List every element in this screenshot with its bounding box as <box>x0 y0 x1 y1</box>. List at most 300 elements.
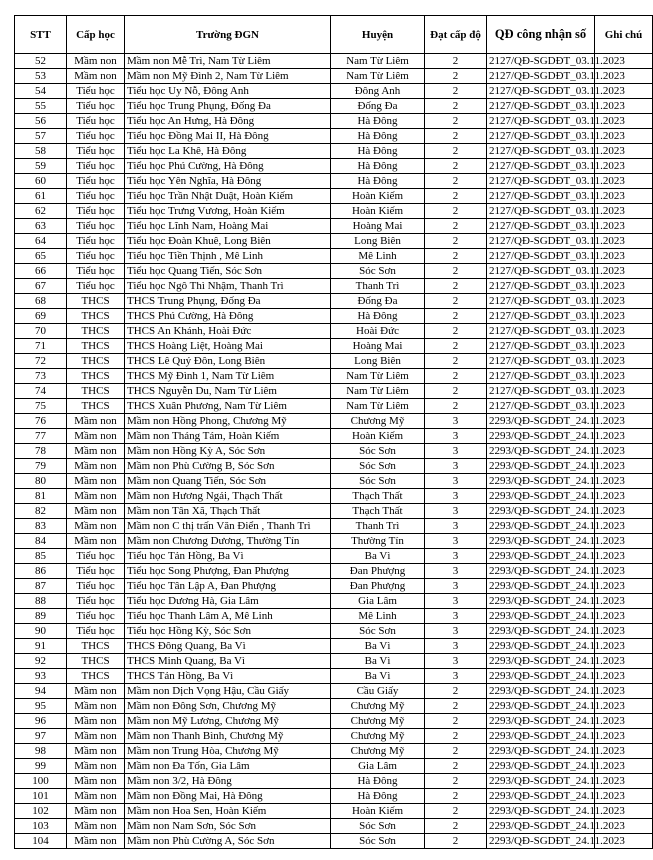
cell-dat-cap-do: 2 <box>425 399 487 414</box>
cell-dat-cap-do: 2 <box>425 789 487 804</box>
cell-huyen: Chương Mỹ <box>331 729 425 744</box>
table-row <box>15 204 653 219</box>
cell-stt: 77 <box>15 429 67 444</box>
cell-cap-hoc: THCS <box>67 324 125 339</box>
header-cap-hoc: Cấp học <box>67 16 125 54</box>
cell-truong: Mầm non Nam Sơn, Sóc Sơn <box>125 819 331 834</box>
cell-stt: 93 <box>15 669 67 684</box>
cell-truong: THCS Đông Quang, Ba Vì <box>125 639 331 654</box>
cell-qd: 2293/QĐ-SGDĐT_24.11.2023 <box>487 594 595 609</box>
cell-stt: 68 <box>15 294 67 309</box>
cell-truong: Tiểu học Đồng Mai II, Hà Đông <box>125 129 331 144</box>
table-row <box>15 114 653 129</box>
cell-huyen: Sóc Sơn <box>331 834 425 849</box>
cell-dat-cap-do: 2 <box>425 324 487 339</box>
cell-stt: 65 <box>15 249 67 264</box>
cell-huyen: Sóc Sơn <box>331 624 425 639</box>
cell-dat-cap-do: 2 <box>425 369 487 384</box>
cell-truong: Mầm non Mễ Trì, Nam Từ Liêm <box>125 54 331 69</box>
cell-dat-cap-do: 2 <box>425 144 487 159</box>
cell-truong: Mầm non Hồng Kỳ A, Sóc Sơn <box>125 444 331 459</box>
cell-stt: 97 <box>15 729 67 744</box>
cell-cap-hoc: Tiểu học <box>67 174 125 189</box>
cell-qd: 2293/QĐ-SGDĐT_24.11.2023 <box>487 534 595 549</box>
cell-huyen: Nam Từ Liêm <box>331 69 425 84</box>
cell-cap-hoc: Mầm non <box>67 819 125 834</box>
cell-cap-hoc: Tiểu học <box>67 624 125 639</box>
cell-truong: THCS Phú Cường, Hà Đông <box>125 309 331 324</box>
cell-dat-cap-do: 2 <box>425 174 487 189</box>
table-row <box>15 789 653 804</box>
table-row <box>15 774 653 789</box>
table-row <box>15 399 653 414</box>
cell-stt: 90 <box>15 624 67 639</box>
cell-cap-hoc: Tiểu học <box>67 564 125 579</box>
cell-dat-cap-do: 2 <box>425 759 487 774</box>
cell-huyen: Cầu Giấy <box>331 684 425 699</box>
cell-cap-hoc: THCS <box>67 369 125 384</box>
header-truong: Trường ĐGN <box>125 16 331 54</box>
cell-huyen: Hoàn Kiếm <box>331 429 425 444</box>
cell-truong: Mầm non Phù Cường B, Sóc Sơn <box>125 459 331 474</box>
cell-cap-hoc: Mầm non <box>67 504 125 519</box>
cell-huyen: Thanh Trì <box>331 519 425 534</box>
cell-stt: 91 <box>15 639 67 654</box>
cell-dat-cap-do: 2 <box>425 249 487 264</box>
cell-qd: 2127/QĐ-SGDĐT_03.11.2023 <box>487 129 595 144</box>
cell-qd: 2127/QĐ-SGDĐT_03.11.2023 <box>487 399 595 414</box>
cell-stt: 57 <box>15 129 67 144</box>
cell-huyen: Hà Đông <box>331 789 425 804</box>
cell-cap-hoc: Mầm non <box>67 489 125 504</box>
cell-stt: 83 <box>15 519 67 534</box>
table-row <box>15 504 653 519</box>
cell-qd: 2293/QĐ-SGDĐT_24.11.2023 <box>487 579 595 594</box>
header-dat-cap-do: Đạt cấp độ <box>425 16 487 54</box>
cell-cap-hoc: Tiểu học <box>67 129 125 144</box>
cell-cap-hoc: THCS <box>67 354 125 369</box>
cell-dat-cap-do: 2 <box>425 819 487 834</box>
cell-qd: 2293/QĐ-SGDĐT_24.11.2023 <box>487 489 595 504</box>
cell-huyen: Hoàng Mai <box>331 339 425 354</box>
table-row <box>15 594 653 609</box>
cell-qd: 2127/QĐ-SGDĐT_03.11.2023 <box>487 234 595 249</box>
cell-cap-hoc: Tiểu học <box>67 99 125 114</box>
cell-huyen: Hoàn Kiếm <box>331 189 425 204</box>
cell-huyen: Ba Vì <box>331 654 425 669</box>
cell-truong: Mầm non Hồng Phong, Chương Mỹ <box>125 414 331 429</box>
cell-truong: Tiểu học Tản Hồng, Ba Vì <box>125 549 331 564</box>
table-row <box>15 384 653 399</box>
cell-cap-hoc: Mầm non <box>67 459 125 474</box>
cell-qd: 2127/QĐ-SGDĐT_03.11.2023 <box>487 384 595 399</box>
cell-truong: Tiểu học Trung Phụng, Đống Đa <box>125 99 331 114</box>
cell-truong: Mầm non Chương Dương, Thường Tín <box>125 534 331 549</box>
cell-truong: THCS Nguyễn Du, Nam Từ Liêm <box>125 384 331 399</box>
cell-huyen: Ba Vì <box>331 549 425 564</box>
table-row <box>15 429 653 444</box>
cell-cap-hoc: Tiểu học <box>67 594 125 609</box>
table-row <box>15 624 653 639</box>
cell-truong: Mầm non Đông Sơn, Chương Mỹ <box>125 699 331 714</box>
cell-cap-hoc: Mầm non <box>67 714 125 729</box>
cell-truong: THCS Lê Quý Đôn, Long Biên <box>125 354 331 369</box>
cell-dat-cap-do: 2 <box>425 699 487 714</box>
table-row <box>15 54 653 69</box>
cell-dat-cap-do: 3 <box>425 639 487 654</box>
cell-truong: Mầm non Phù Cường A, Sóc Sơn <box>125 834 331 849</box>
table-row <box>15 654 653 669</box>
cell-dat-cap-do: 2 <box>425 84 487 99</box>
cell-truong: Mầm non Đồng Mai, Hà Đông <box>125 789 331 804</box>
cell-stt: 79 <box>15 459 67 474</box>
cell-stt: 69 <box>15 309 67 324</box>
cell-truong: Mầm non Hương Ngải, Thạch Thất <box>125 489 331 504</box>
cell-stt: 100 <box>15 774 67 789</box>
cell-cap-hoc: Tiểu học <box>67 114 125 129</box>
cell-cap-hoc: Tiểu học <box>67 264 125 279</box>
cell-stt: 81 <box>15 489 67 504</box>
cell-huyen: Gia Lâm <box>331 759 425 774</box>
cell-dat-cap-do: 3 <box>425 609 487 624</box>
cell-qd: 2127/QĐ-SGDĐT_03.11.2023 <box>487 159 595 174</box>
cell-dat-cap-do: 3 <box>425 429 487 444</box>
cell-huyen: Sóc Sơn <box>331 474 425 489</box>
cell-qd: 2293/QĐ-SGDĐT_24.11.2023 <box>487 789 595 804</box>
cell-dat-cap-do: 2 <box>425 264 487 279</box>
cell-qd: 2293/QĐ-SGDĐT_24.11.2023 <box>487 759 595 774</box>
table-row <box>15 414 653 429</box>
cell-stt: 78 <box>15 444 67 459</box>
cell-truong: Mầm non Mỹ Lương, Chương Mỹ <box>125 714 331 729</box>
cell-stt: 66 <box>15 264 67 279</box>
cell-cap-hoc: Mầm non <box>67 744 125 759</box>
cell-cap-hoc: THCS <box>67 309 125 324</box>
cell-cap-hoc: Tiểu học <box>67 579 125 594</box>
cell-huyen: Mê Linh <box>331 249 425 264</box>
cell-dat-cap-do: 2 <box>425 234 487 249</box>
cell-truong: THCS Xuân Phương, Nam Từ Liêm <box>125 399 331 414</box>
table-row <box>15 804 653 819</box>
cell-stt: 52 <box>15 54 67 69</box>
cell-huyen: Hà Đông <box>331 159 425 174</box>
cell-huyen: Sóc Sơn <box>331 444 425 459</box>
cell-stt: 102 <box>15 804 67 819</box>
cell-huyen: Sóc Sơn <box>331 264 425 279</box>
cell-cap-hoc: Mầm non <box>67 429 125 444</box>
cell-truong: THCS Minh Quang, Ba Vì <box>125 654 331 669</box>
cell-dat-cap-do: 2 <box>425 129 487 144</box>
table-row <box>15 684 653 699</box>
cell-huyen: Gia Lâm <box>331 594 425 609</box>
cell-qd: 2293/QĐ-SGDĐT_24.11.2023 <box>487 549 595 564</box>
cell-stt: 53 <box>15 69 67 84</box>
cell-truong: Tiểu học Tân Lập A, Đan Phượng <box>125 579 331 594</box>
cell-cap-hoc: Tiểu học <box>67 204 125 219</box>
cell-stt: 62 <box>15 204 67 219</box>
table-row <box>15 759 653 774</box>
table-row <box>15 174 653 189</box>
cell-cap-hoc: Mầm non <box>67 759 125 774</box>
cell-dat-cap-do: 2 <box>425 339 487 354</box>
cell-stt: 89 <box>15 609 67 624</box>
cell-dat-cap-do: 2 <box>425 729 487 744</box>
cell-qd: 2127/QĐ-SGDĐT_03.11.2023 <box>487 84 595 99</box>
cell-stt: 98 <box>15 744 67 759</box>
cell-truong: Mầm non Mỹ Đình 2, Nam Từ Liêm <box>125 69 331 84</box>
cell-stt: 96 <box>15 714 67 729</box>
table-row <box>15 84 653 99</box>
cell-truong: Mầm non Dịch Vọng Hậu, Cầu Giấy <box>125 684 331 699</box>
cell-dat-cap-do: 2 <box>425 219 487 234</box>
cell-stt: 61 <box>15 189 67 204</box>
cell-dat-cap-do: 2 <box>425 159 487 174</box>
cell-huyen: Thạch Thất <box>331 489 425 504</box>
cell-huyen: Hoàn Kiếm <box>331 204 425 219</box>
table-row <box>15 159 653 174</box>
cell-dat-cap-do: 2 <box>425 774 487 789</box>
cell-huyen: Nam Từ Liêm <box>331 399 425 414</box>
cell-stt: 72 <box>15 354 67 369</box>
cell-cap-hoc: Mầm non <box>67 774 125 789</box>
cell-stt: 73 <box>15 369 67 384</box>
cell-stt: 71 <box>15 339 67 354</box>
cell-stt: 95 <box>15 699 67 714</box>
table-row <box>15 354 653 369</box>
cell-stt: 54 <box>15 84 67 99</box>
cell-dat-cap-do: 3 <box>425 489 487 504</box>
header-stt: STT <box>15 16 67 54</box>
cell-qd: 2127/QĐ-SGDĐT_03.11.2023 <box>487 339 595 354</box>
cell-stt: 64 <box>15 234 67 249</box>
cell-stt: 63 <box>15 219 67 234</box>
table-row <box>15 279 653 294</box>
cell-stt: 103 <box>15 819 67 834</box>
cell-qd: 2127/QĐ-SGDĐT_03.11.2023 <box>487 144 595 159</box>
cell-huyen: Hà Đông <box>331 174 425 189</box>
cell-qd: 2293/QĐ-SGDĐT_24.11.2023 <box>487 804 595 819</box>
cell-qd: 2293/QĐ-SGDĐT_24.11.2023 <box>487 609 595 624</box>
cell-dat-cap-do: 2 <box>425 834 487 849</box>
cell-truong: Tiểu học Lĩnh Nam, Hoàng Mai <box>125 219 331 234</box>
cell-stt: 75 <box>15 399 67 414</box>
cell-huyen: Đống Đa <box>331 99 425 114</box>
table-row <box>15 549 653 564</box>
cell-huyen: Mê Linh <box>331 609 425 624</box>
cell-cap-hoc: THCS <box>67 669 125 684</box>
header-qd: QĐ công nhận số <box>487 16 595 54</box>
cell-truong: Mầm non Đa Tốn, Gia Lâm <box>125 759 331 774</box>
table-row <box>15 69 653 84</box>
table-row <box>15 609 653 624</box>
cell-dat-cap-do: 3 <box>425 669 487 684</box>
cell-cap-hoc: THCS <box>67 654 125 669</box>
cell-huyen: Hà Đông <box>331 144 425 159</box>
cell-qd: 2127/QĐ-SGDĐT_03.11.2023 <box>487 264 595 279</box>
cell-dat-cap-do: 2 <box>425 189 487 204</box>
cell-qd: 2127/QĐ-SGDĐT_03.11.2023 <box>487 309 595 324</box>
cell-huyen: Thường Tín <box>331 534 425 549</box>
cell-qd: 2127/QĐ-SGDĐT_03.11.2023 <box>487 324 595 339</box>
cell-truong: THCS Hoàng Liệt, Hoàng Mai <box>125 339 331 354</box>
cell-huyen: Nam Từ Liêm <box>331 369 425 384</box>
cell-cap-hoc: Tiểu học <box>67 189 125 204</box>
cell-truong: Mầm non Thanh Bình, Chương Mỹ <box>125 729 331 744</box>
cell-truong: Mầm non Tháng Tám, Hoàn Kiếm <box>125 429 331 444</box>
cell-huyen: Nam Từ Liêm <box>331 384 425 399</box>
cell-huyen: Chương Mỹ <box>331 744 425 759</box>
cell-dat-cap-do: 2 <box>425 684 487 699</box>
table-row <box>15 369 653 384</box>
cell-qd: 2127/QĐ-SGDĐT_03.11.2023 <box>487 249 595 264</box>
cell-cap-hoc: Tiểu học <box>67 219 125 234</box>
cell-cap-hoc: THCS <box>67 399 125 414</box>
cell-cap-hoc: Mầm non <box>67 804 125 819</box>
cell-huyen: Đông Anh <box>331 84 425 99</box>
table-row <box>15 579 653 594</box>
table-row <box>15 564 653 579</box>
cell-huyen: Chương Mỹ <box>331 699 425 714</box>
cell-truong: Tiểu học Hồng Kỳ, Sóc Sơn <box>125 624 331 639</box>
cell-stt: 88 <box>15 594 67 609</box>
cell-truong: Tiểu học Trưng Vương, Hoàn Kiếm <box>125 204 331 219</box>
cell-huyen: Đan Phượng <box>331 579 425 594</box>
table-row <box>15 819 653 834</box>
cell-stt: 86 <box>15 564 67 579</box>
cell-dat-cap-do: 3 <box>425 459 487 474</box>
cell-huyen: Hà Đông <box>331 309 425 324</box>
cell-qd: 2293/QĐ-SGDĐT_24.11.2023 <box>487 834 595 849</box>
cell-dat-cap-do: 2 <box>425 384 487 399</box>
cell-huyen: Hoài Đức <box>331 324 425 339</box>
cell-qd: 2293/QĐ-SGDĐT_24.11.2023 <box>487 714 595 729</box>
cell-dat-cap-do: 2 <box>425 114 487 129</box>
cell-cap-hoc: Mầm non <box>67 474 125 489</box>
cell-huyen: Hà Đông <box>331 774 425 789</box>
cell-dat-cap-do: 2 <box>425 744 487 759</box>
cell-cap-hoc: Mầm non <box>67 54 125 69</box>
cell-cap-hoc: Mầm non <box>67 519 125 534</box>
cell-stt: 56 <box>15 114 67 129</box>
cell-qd: 2293/QĐ-SGDĐT_24.11.2023 <box>487 504 595 519</box>
cell-truong: Mầm non Tân Xã, Thạch Thất <box>125 504 331 519</box>
cell-qd: 2293/QĐ-SGDĐT_24.11.2023 <box>487 429 595 444</box>
table-row <box>15 249 653 264</box>
cell-truong: Tiểu học Đoàn Khuê, Long Biên <box>125 234 331 249</box>
cell-truong: Mầm non 3/2, Hà Đông <box>125 774 331 789</box>
cell-truong: Mầm non Quang Tiến, Sóc Sơn <box>125 474 331 489</box>
cell-dat-cap-do: 3 <box>425 654 487 669</box>
cell-cap-hoc: THCS <box>67 339 125 354</box>
cell-huyen: Ba Vì <box>331 639 425 654</box>
cell-stt: 82 <box>15 504 67 519</box>
cell-qd: 2127/QĐ-SGDĐT_03.11.2023 <box>487 354 595 369</box>
cell-truong: Tiểu học Dương Hà, Gia Lâm <box>125 594 331 609</box>
cell-cap-hoc: Mầm non <box>67 444 125 459</box>
cell-huyen: Long Biên <box>331 354 425 369</box>
table-row <box>15 219 653 234</box>
header-row <box>15 16 653 54</box>
cell-cap-hoc: Tiểu học <box>67 249 125 264</box>
header-ghi-chu: Ghi chú <box>595 16 653 54</box>
cell-stt: 101 <box>15 789 67 804</box>
table-row <box>15 834 653 849</box>
cell-cap-hoc: Tiểu học <box>67 144 125 159</box>
cell-qd: 2293/QĐ-SGDĐT_24.11.2023 <box>487 819 595 834</box>
table-row <box>15 294 653 309</box>
cell-qd: 2293/QĐ-SGDĐT_24.11.2023 <box>487 669 595 684</box>
cell-dat-cap-do: 3 <box>425 549 487 564</box>
cell-cap-hoc: Tiểu học <box>67 84 125 99</box>
cell-qd: 2293/QĐ-SGDĐT_24.11.2023 <box>487 729 595 744</box>
table-row <box>15 264 653 279</box>
cell-huyen: Hà Đông <box>331 129 425 144</box>
cell-truong: THCS Trung Phụng, Đống Đa <box>125 294 331 309</box>
cell-dat-cap-do: 3 <box>425 534 487 549</box>
cell-stt: 58 <box>15 144 67 159</box>
cell-qd: 2293/QĐ-SGDĐT_24.11.2023 <box>487 699 595 714</box>
cell-huyen: Thạch Thất <box>331 504 425 519</box>
table-row <box>15 474 653 489</box>
table-row <box>15 489 653 504</box>
cell-truong: Tiểu học Trần Nhật Duật, Hoàn Kiếm <box>125 189 331 204</box>
cell-cap-hoc: Tiểu học <box>67 609 125 624</box>
cell-cap-hoc: THCS <box>67 384 125 399</box>
table-row <box>15 324 653 339</box>
cell-truong: Tiểu học Ngô Thì Nhậm, Thanh Trì <box>125 279 331 294</box>
cell-stt: 60 <box>15 174 67 189</box>
cell-qd: 2293/QĐ-SGDĐT_24.11.2023 <box>487 414 595 429</box>
cell-truong: Tiểu học Song Phượng, Đan Phượng <box>125 564 331 579</box>
cell-cap-hoc: Tiểu học <box>67 279 125 294</box>
cell-truong: Tiểu học Tiền Thịnh , Mê Linh <box>125 249 331 264</box>
cell-cap-hoc: Mầm non <box>67 414 125 429</box>
cell-truong: THCS Mỹ Đình 1, Nam Từ Liêm <box>125 369 331 384</box>
table-row <box>15 444 653 459</box>
cell-stt: 94 <box>15 684 67 699</box>
cell-qd: 2293/QĐ-SGDĐT_24.11.2023 <box>487 744 595 759</box>
table-row <box>15 129 653 144</box>
cell-huyen: Sóc Sơn <box>331 819 425 834</box>
table-row <box>15 309 653 324</box>
cell-qd: 2127/QĐ-SGDĐT_03.11.2023 <box>487 189 595 204</box>
cell-qd: 2127/QĐ-SGDĐT_03.11.2023 <box>487 174 595 189</box>
cell-stt: 80 <box>15 474 67 489</box>
cell-huyen: Đan Phượng <box>331 564 425 579</box>
cell-huyen: Đống Đa <box>331 294 425 309</box>
cell-truong: Mầm non C thị trấn Văn Điển , Thanh Trì <box>125 519 331 534</box>
table-row <box>15 459 653 474</box>
table-row <box>15 99 653 114</box>
cell-qd: 2293/QĐ-SGDĐT_24.11.2023 <box>487 684 595 699</box>
cell-huyen: Thanh Trì <box>331 279 425 294</box>
cell-dat-cap-do: 3 <box>425 624 487 639</box>
cell-qd: 2127/QĐ-SGDĐT_03.11.2023 <box>487 219 595 234</box>
table-row <box>15 144 653 159</box>
cell-stt: 74 <box>15 384 67 399</box>
cell-truong: THCS Tản Hồng, Ba Vì <box>125 669 331 684</box>
cell-huyen: Long Biên <box>331 234 425 249</box>
cell-qd: 2293/QĐ-SGDĐT_24.11.2023 <box>487 459 595 474</box>
cell-cap-hoc: THCS <box>67 294 125 309</box>
cell-stt: 84 <box>15 534 67 549</box>
cell-truong: Mầm non Trung Hòa, Chương Mỹ <box>125 744 331 759</box>
cell-stt: 55 <box>15 99 67 114</box>
cell-qd: 2127/QĐ-SGDĐT_03.11.2023 <box>487 54 595 69</box>
cell-huyen: Hoàn Kiếm <box>331 804 425 819</box>
cell-stt: 85 <box>15 549 67 564</box>
cell-stt: 76 <box>15 414 67 429</box>
